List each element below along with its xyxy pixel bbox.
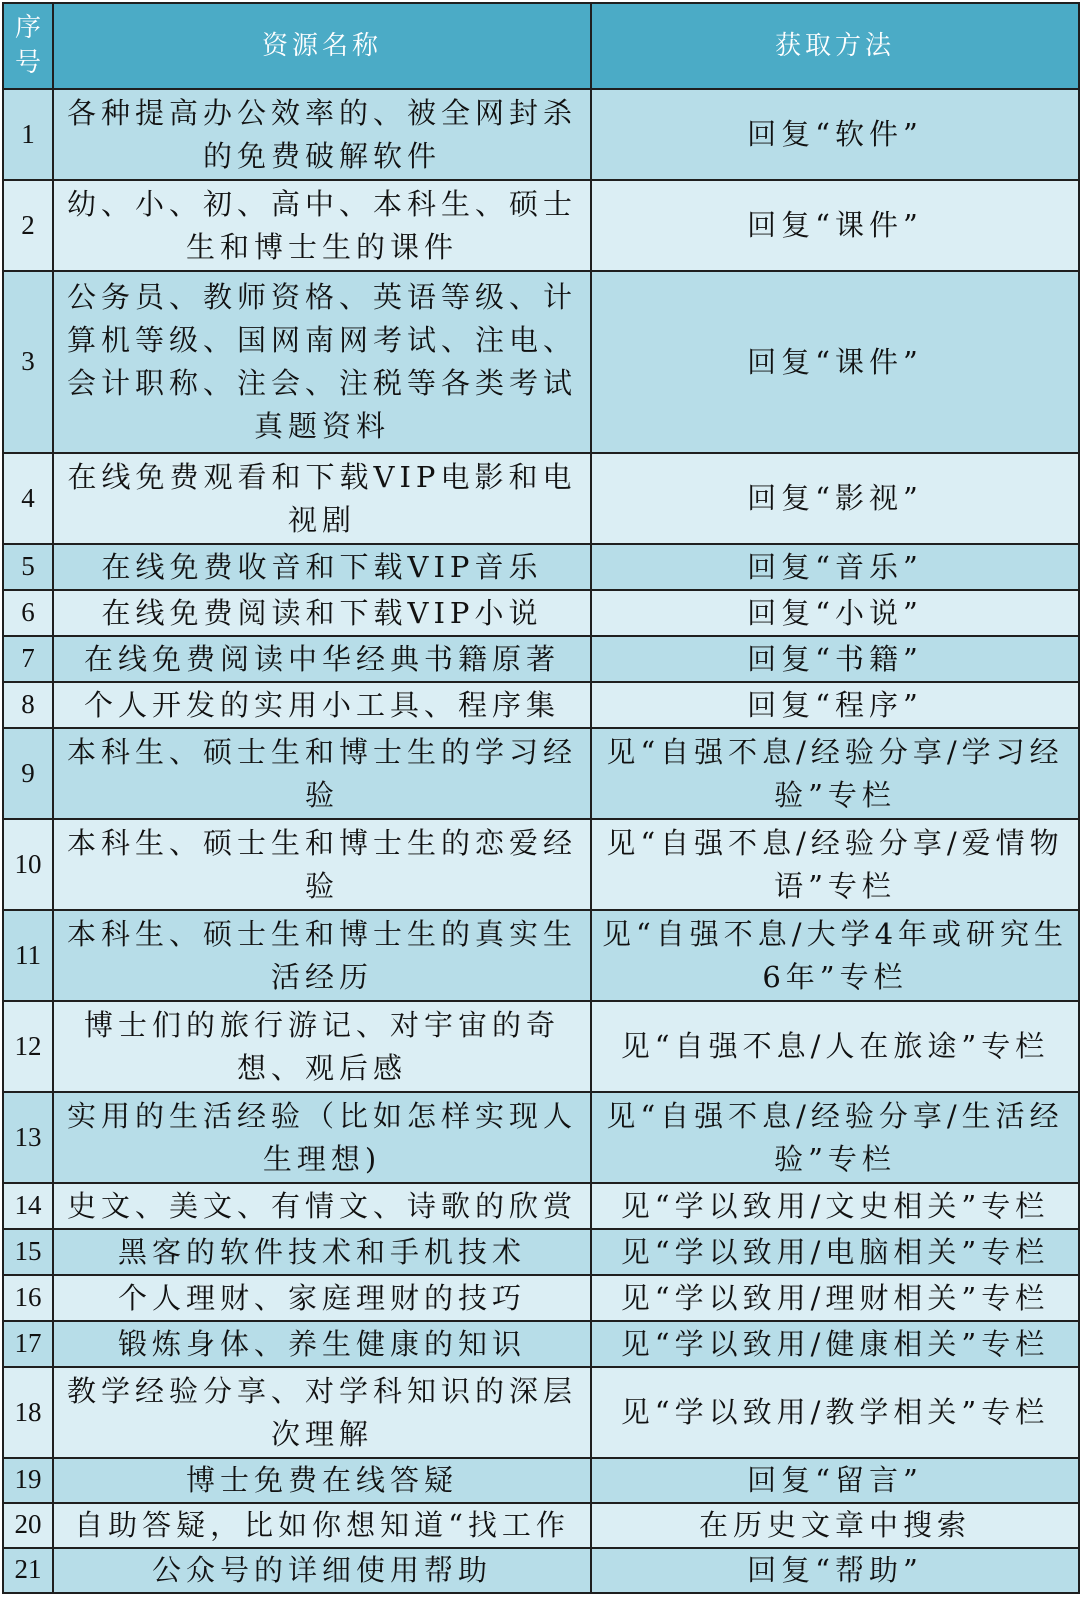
table-row <box>3 544 1079 590</box>
row-method: 见“学以致用/教学相关”专栏 <box>591 1367 1079 1458</box>
table-row <box>3 910 1079 1001</box>
row-method: 见“自强不息/经验分享/爱情物语”专栏 <box>591 819 1079 910</box>
row-resource-name: 史文、美文、有情文、诗歌的欣赏 <box>53 1183 591 1229</box>
row-no: 7 <box>3 636 53 682</box>
row-method: 回复“程序” <box>591 682 1079 728</box>
row-resource-name: 幼、小、初、高中、本科生、硕士生和博士生的课件 <box>53 180 591 271</box>
table-row <box>3 1229 1079 1275</box>
row-method: 回复“小说” <box>591 590 1079 636</box>
table-row <box>3 1183 1079 1229</box>
row-method: 见“自强不息/经验分享/生活经验”专栏 <box>591 1092 1079 1183</box>
table-row <box>3 1548 1079 1593</box>
row-no: 19 <box>3 1458 53 1503</box>
row-resource-name: 公务员、教师资格、英语等级、计算机等级、国网南网考试、注电、会计职称、注会、注税等各类考试真题资料 <box>53 271 591 453</box>
row-method: 回复“书籍” <box>591 636 1079 682</box>
row-method: 回复“留言” <box>591 1458 1079 1503</box>
row-resource-name: 公众号的详细使用帮助 <box>53 1548 591 1593</box>
row-method: 回复“帮助” <box>591 1548 1079 1593</box>
row-method: 回复“课件” <box>591 271 1079 453</box>
row-no: 4 <box>3 453 53 544</box>
row-resource-name: 本科生、硕士生和博士生的真实生活经历 <box>53 910 591 1001</box>
row-no: 12 <box>3 1001 53 1092</box>
table-row <box>3 1458 1079 1503</box>
row-resource-name: 在线免费阅读中华经典书籍原著 <box>53 636 591 682</box>
table-row <box>3 1503 1079 1548</box>
row-resource-name: 实用的生活经验（比如怎样实现人生理想) <box>53 1092 591 1183</box>
row-no: 20 <box>3 1503 53 1548</box>
row-no: 5 <box>3 544 53 590</box>
row-method: 见“自强不息/经验分享/学习经验”专栏 <box>591 728 1079 819</box>
table-row <box>3 636 1079 682</box>
row-method: 见“学以致用/电脑相关”专栏 <box>591 1229 1079 1275</box>
table-row <box>3 89 1079 180</box>
header-no: 序号 <box>3 3 53 89</box>
row-resource-name: 个人理财、家庭理财的技巧 <box>53 1275 591 1321</box>
table-row <box>3 590 1079 636</box>
row-resource-name: 锻炼身体、养生健康的知识 <box>53 1321 591 1367</box>
row-no: 17 <box>3 1321 53 1367</box>
row-no: 13 <box>3 1092 53 1183</box>
row-no: 14 <box>3 1183 53 1229</box>
table-row <box>3 1001 1079 1092</box>
row-method: 见“学以致用/健康相关”专栏 <box>591 1321 1079 1367</box>
row-no: 2 <box>3 180 53 271</box>
resource-table-sheet <box>2 2 1078 1601</box>
row-resource-name: 自助答疑，比如你想知道“找工作 <box>53 1503 591 1548</box>
row-method: 回复“音乐” <box>591 544 1079 590</box>
row-resource-name: 博士们的旅行游记、对宇宙的奇想、观后感 <box>53 1001 591 1092</box>
row-resource-name: 在线免费阅读和下载VIP小说 <box>53 590 591 636</box>
row-method: 见“自强不息/大学4年或研究生6年”专栏 <box>591 910 1079 1001</box>
row-resource-name: 在线免费收音和下载VIP音乐 <box>53 544 591 590</box>
row-no: 3 <box>3 271 53 453</box>
row-no: 8 <box>3 682 53 728</box>
header-name: 资源名称 <box>53 3 591 89</box>
table-row <box>3 682 1079 728</box>
row-no: 10 <box>3 819 53 910</box>
row-method: 回复“软件” <box>591 89 1079 180</box>
row-resource-name: 黑客的软件技术和手机技术 <box>53 1229 591 1275</box>
table-row <box>3 728 1079 819</box>
row-method: 在历史文章中搜索 <box>591 1503 1079 1548</box>
table-row <box>3 1367 1079 1458</box>
row-resource-name: 个人开发的实用小工具、程序集 <box>53 682 591 728</box>
row-no: 15 <box>3 1229 53 1275</box>
row-method: 回复“课件” <box>591 180 1079 271</box>
table-row <box>3 271 1079 453</box>
row-resource-name: 各种提高办公效率的、被全网封杀的免费破解软件 <box>53 89 591 180</box>
row-no: 21 <box>3 1548 53 1593</box>
row-no: 1 <box>3 89 53 180</box>
table-header-row <box>3 3 1079 89</box>
table-row <box>3 453 1079 544</box>
row-no: 9 <box>3 728 53 819</box>
header-method: 获取方法 <box>591 3 1079 89</box>
row-resource-name: 本科生、硕士生和博士生的恋爱经验 <box>53 819 591 910</box>
table-row <box>3 1092 1079 1183</box>
table-row <box>3 1275 1079 1321</box>
row-resource-name: 在线免费观看和下载VIP电影和电视剧 <box>53 453 591 544</box>
row-no: 16 <box>3 1275 53 1321</box>
table-row <box>3 819 1079 910</box>
row-no: 11 <box>3 910 53 1001</box>
row-no: 6 <box>3 590 53 636</box>
table-row <box>3 180 1079 271</box>
table-row <box>3 1321 1079 1367</box>
row-resource-name: 教学经验分享、对学科知识的深层次理解 <box>53 1367 591 1458</box>
resource-table <box>2 2 1080 1594</box>
row-method: 见“自强不息/人在旅途”专栏 <box>591 1001 1079 1092</box>
row-method: 回复“影视” <box>591 453 1079 544</box>
row-no: 18 <box>3 1367 53 1458</box>
row-method: 见“学以致用/理财相关”专栏 <box>591 1275 1079 1321</box>
row-resource-name: 本科生、硕士生和博士生的学习经验 <box>53 728 591 819</box>
row-method: 见“学以致用/文史相关”专栏 <box>591 1183 1079 1229</box>
row-resource-name: 博士免费在线答疑 <box>53 1458 591 1503</box>
